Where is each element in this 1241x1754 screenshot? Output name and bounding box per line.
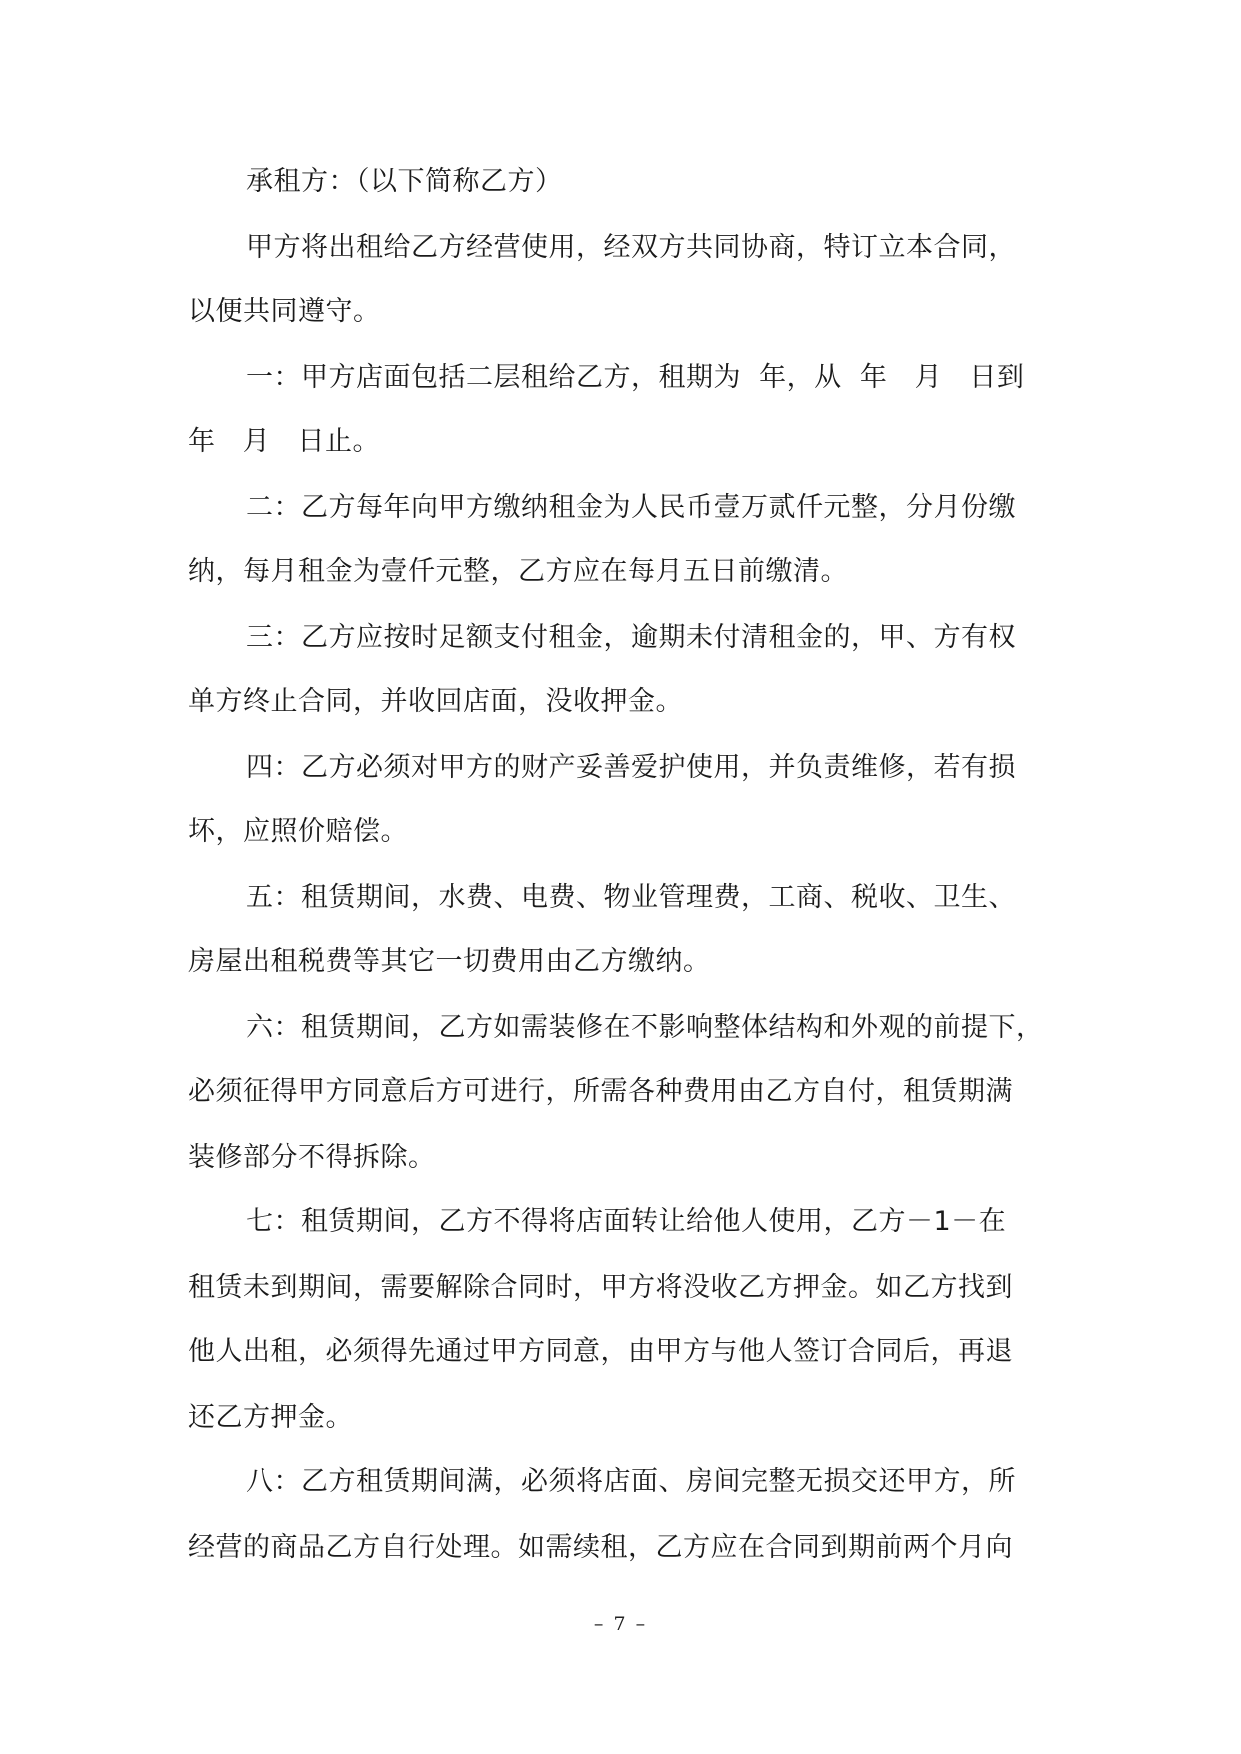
lessee-line: 承租方：（以下简称乙方） — [246, 166, 563, 197]
page-number: – 7 – — [593, 1613, 648, 1635]
clause-5-line-1: 五：租赁期间，水费、电费、物业管理费，工商、税收、卫生、 — [246, 882, 1016, 913]
preamble-line-2: 以便共同遵守。 — [188, 296, 381, 327]
clause-1-line-1: 一：甲方店面包括二层租给乙方，租期为 年，从 年 月 日到 — [246, 362, 1025, 393]
clause-7-line-3: 他人出租，必须得先通过甲方同意，由甲方与他人签订合同后，再退 — [188, 1336, 1013, 1367]
preamble-line-1: 甲方将出租给乙方经营使用，经双方共同协商，特订立本合同， — [246, 232, 1016, 263]
clause-6-line-3: 装修部分不得拆除。 — [188, 1142, 436, 1173]
clause-4-line-1: 四：乙方必须对甲方的财产妥善爱护使用，并负责维修，若有损 — [246, 752, 1016, 783]
clause-6-line-2: 必须征得甲方同意后方可进行，所需各种费用由乙方自付，租赁期满 — [188, 1076, 1013, 1107]
clause-4-line-2: 坏，应照价赔偿。 — [188, 816, 408, 847]
clause-3-line-2: 单方终止合同，并收回店面，没收押金。 — [188, 686, 683, 717]
clause-7-line-1: 七：租赁期间，乙方不得将店面转让给他人使用，乙方－1－在 — [246, 1206, 1007, 1237]
clause-2-line-2: 纳，每月租金为壹仟元整，乙方应在每月五日前缴清。 — [188, 556, 848, 587]
clause-2-line-1: 二：乙方每年向甲方缴纳租金为人民币壹万贰仟元整，分月份缴 — [246, 492, 1016, 523]
clause-5-line-2: 房屋出租税费等其它一切费用由乙方缴纳。 — [188, 946, 711, 977]
clause-8-line-2: 经营的商品乙方自行处理。如需续租，乙方应在合同到期前两个月向 — [188, 1532, 1013, 1563]
clause-1-line-2: 年 月 日止。 — [188, 426, 380, 457]
clause-7-line-2: 租赁未到期间，需要解除合同时，甲方将没收乙方押金。如乙方找到 — [188, 1272, 1013, 1303]
clause-7-line-4: 还乙方押金。 — [188, 1402, 353, 1433]
clause-6-line-1: 六：租赁期间，乙方如需装修在不影响整体结构和外观的前提下， — [246, 1012, 1044, 1043]
clause-8-line-1: 八：乙方租赁期间满，必须将店面、房间完整无损交还甲方，所 — [246, 1466, 1016, 1497]
clause-3-line-1: 三：乙方应按时足额支付租金，逾期未付清租金的，甲、方有权 — [246, 622, 1016, 653]
